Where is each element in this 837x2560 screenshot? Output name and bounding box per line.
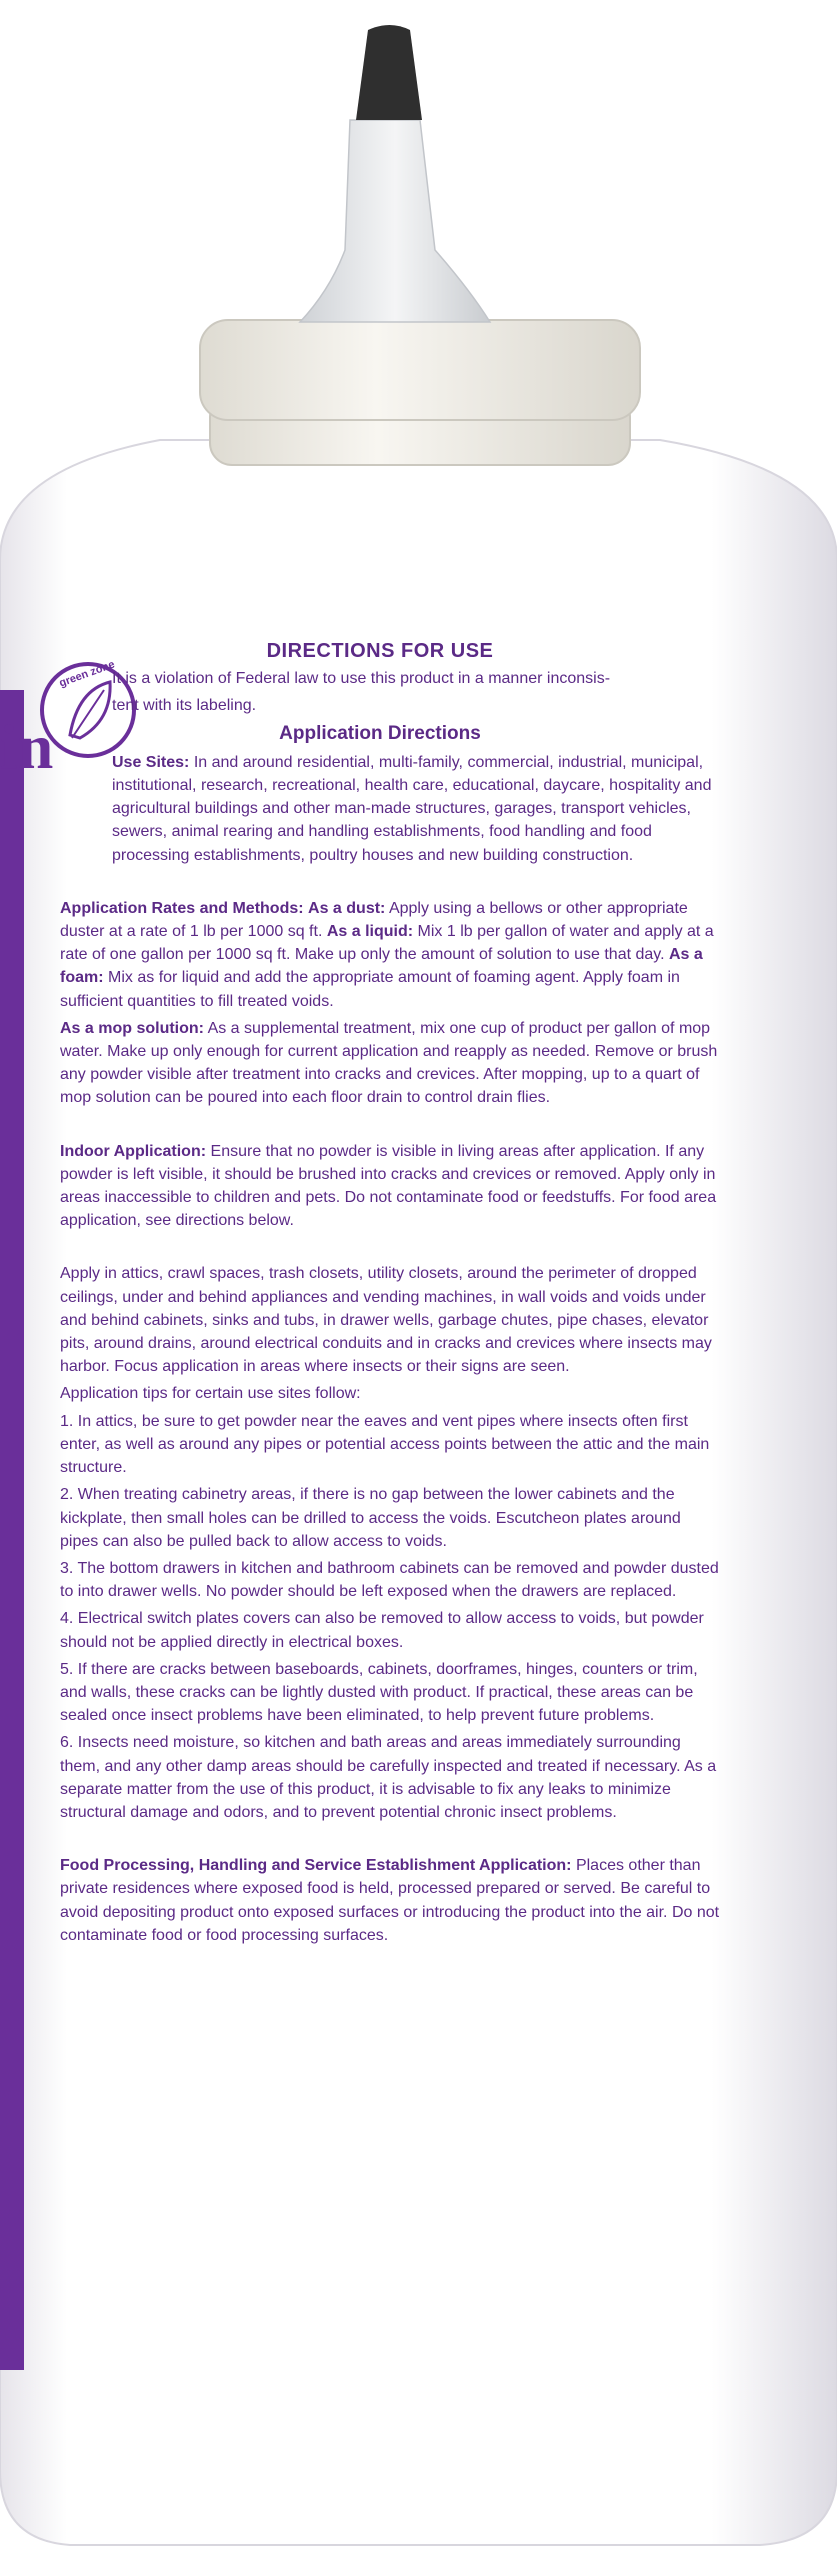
seal-text: green zone: [57, 658, 117, 690]
brand-partial-logo: in: [0, 711, 54, 782]
food-paragraph: [40, 1854, 720, 1947]
use-sites-text: In and around residential, multi-family, commercial, industrial, municipal, institutional, research, recreational, health care, educational, daycare, hospitality and agricultural buildings and other man-made structures, garages, transport vehicles, sewers, animal rearing and handling establishments, food handling and food processing establishments, poultry houses and new building construction.: [112, 753, 712, 864]
tip-item: 3. The bottom drawers in kitchen and bathroom cabinets can be removed and powder dusted to into drawer wells. No powder should be left exposed when the drawers are replaced.: [60, 1559, 719, 1601]
dust-label: As a dust:: [308, 899, 386, 917]
liquid-label: As a liquid:: [326, 923, 414, 941]
mop-text: As a supplemental treatment, mix one cup of product per gallon of mop water. Make up only enough for current application and reapply as needed. Remove or brush any powder visible after treatment into cracks and crevices. After mopping, up to a quart of mop solution can be poured into each floor drain to control drain flies.: [60, 1019, 718, 1107]
brand-band: [0, 690, 24, 2370]
bottle-cap: [200, 320, 640, 420]
apply-paragraph: Apply in attics, crawl spaces, trash closets, utility closets, around the perimeter of dropped ceilings, under and behind appliances and vending machines, in wall voids and voids under and behind cabinets, sinks and tubs, in drawer wells, garbage chutes, pipe chases, elevator pits, around drains, around electrical conduits and in cracks and crevices where insects may harbor. Focus application in areas where insects or their signs are seen.: [60, 1265, 712, 1376]
foam-text: Mix as for liquid and add the appropriate amount of foaming agent. Apply foam in sufficient quantities to fill treated voids.: [60, 969, 680, 1010]
application-directions-heading: Application Directions: [279, 722, 481, 744]
tip-item: 4. Electrical switch plates covers can also be removed to allow access to voids, but powder should not be applied directly in electrical boxes.: [60, 1610, 704, 1651]
tips-intro: Application tips for certain use sites follow:: [60, 1385, 361, 1403]
indoor-text: Ensure that no powder is visible in living areas after application. If any powder is left visible, it should be brushed into cracks and crevices or removed. Apply only in areas inaccessible to children and pets. Do not contaminate food or feedstuffs. For food area application, see directions below.: [60, 1142, 717, 1230]
tip-item: 2. When treating cabinetry areas, if there is no gap between the lower cabinets and the kickplate, then small holes can be drilled to access the voids. Escutcheon plates around pipes can also be pulled back to allow access to voids.: [60, 1486, 681, 1550]
label-text-block: [40, 640, 720, 2340]
use-sites-paragraph: [40, 751, 720, 867]
tip-item: 6. Insects need moisture, so kitchen and bath areas and areas immediately surrounding them, and any other damp areas should be carefully inspected and treated if necessary. As a separate matter from the use of this product, it is advisable to fix any leaks to minimize structural damage and odors, and to prevent potential chronic insect problems.: [60, 1734, 717, 1821]
mop-label: As a mop solution:: [60, 1019, 204, 1037]
rates-paragraph: [40, 897, 720, 1013]
indoor-paragraph: [40, 1140, 720, 1233]
food-text: Places other than private residences where exposed food is held, processed prepared or served. Be careful to avoid depositing product onto exposed surfaces or introducing the product into the air. Do not contaminate food or food processing surfaces.: [60, 1857, 720, 1944]
use-sites-label: Use Sites:: [112, 753, 190, 771]
foam-label: As a foam:: [60, 946, 703, 987]
nozzle-tip-icon: [356, 25, 422, 120]
violation-line-2: tent with its labeling.: [112, 697, 257, 715]
directions-heading: DIRECTIONS FOR USE: [266, 640, 494, 662]
nozzle: [300, 120, 490, 322]
tip-item: 5. If there are cracks between baseboards, cabinets, doorframes, hinges, counters or trim, and walls, these cracks can be lightly dusted with product. If practical, these areas can be sealed once insect problems have been eliminated, to help prevent future problems.: [60, 1660, 698, 1725]
violation-line-1: It is a violation of Federal law to use this product in a manner inconsis-: [112, 670, 611, 688]
mop-paragraph: [40, 1017, 720, 1110]
food-label: Food Processing, Handling and Service Establishment Application:: [60, 1857, 572, 1875]
tip-item: 1. In attics, be sure to get powder near the eaves and vent pipes where insects often first enter, as well as around any pipes or potential access points between the attic and the main structure.: [60, 1412, 710, 1477]
rates-label: Application Rates and Methods:: [60, 899, 304, 917]
dust-text: Apply using a bellows or other appropriate duster at a rate of 1 lb per 1000 sq ft.: [60, 899, 688, 941]
liquid-text: Mix 1 lb per gallon of water and apply at a rate of one gallon per 1000 sq ft. Make up only the amount of solution to use that day.: [60, 923, 714, 964]
indoor-label: Indoor Application:: [60, 1142, 207, 1160]
